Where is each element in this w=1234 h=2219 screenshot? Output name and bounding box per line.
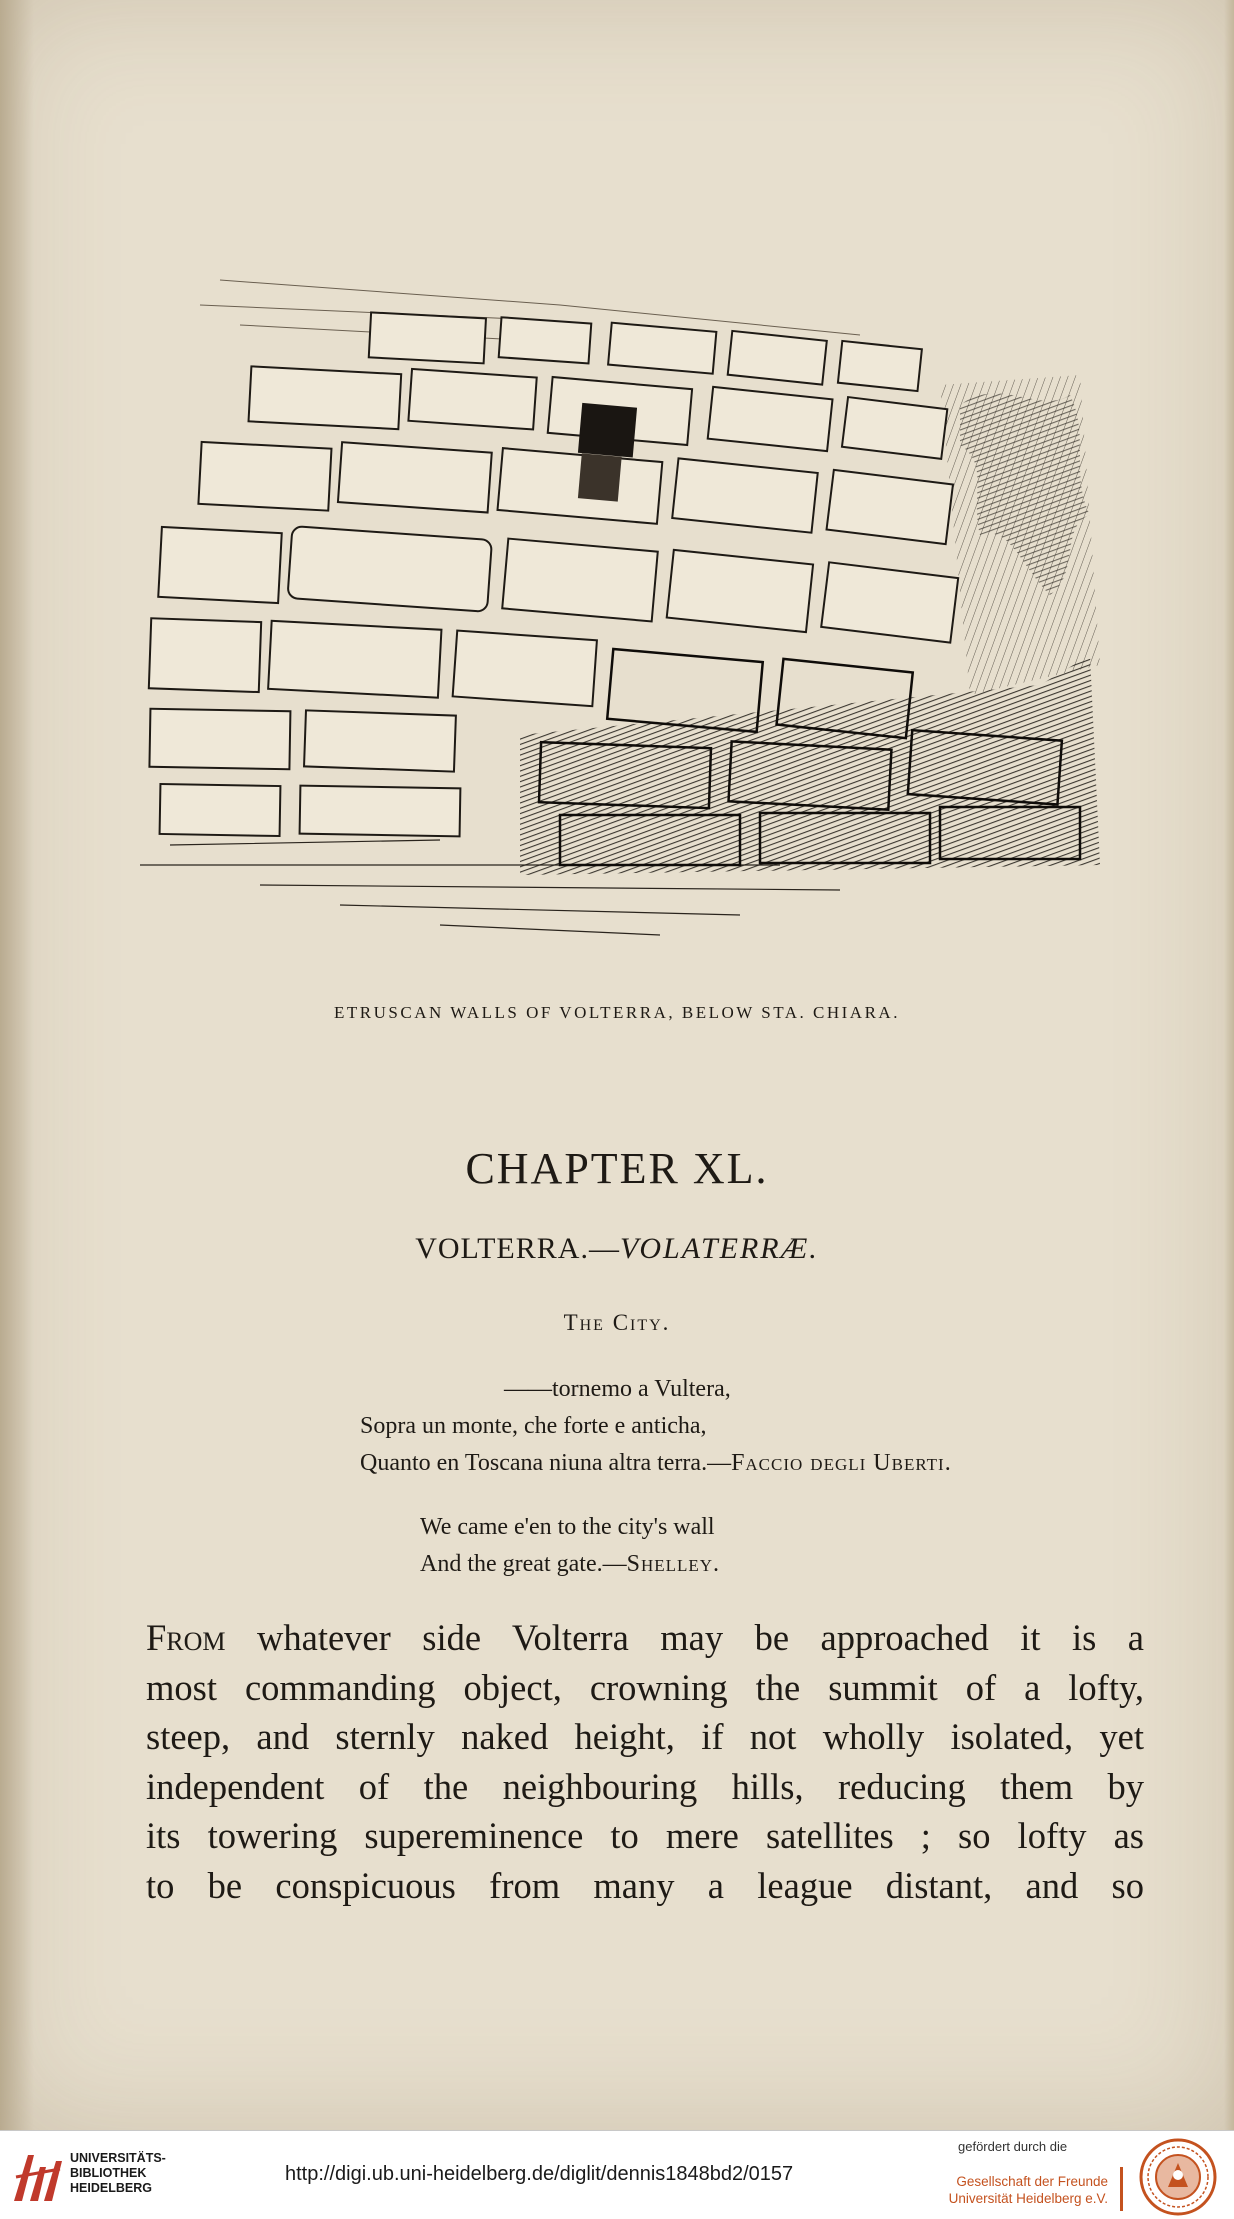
university-library-logo[interactable]	[10, 2147, 66, 2205]
verse-line	[360, 1445, 1140, 1482]
subtitle-latin: VOLATERRÆ.	[619, 1232, 819, 1265]
sponsor-divider	[1120, 2167, 1123, 2211]
figure-caption: ETRUSCAN WALLS OF VOLTERRA, BELOW STA. CHIARA.	[334, 1003, 900, 1022]
chapter-title: CHAPTER XL.	[465, 1144, 769, 1193]
sponsor-name-line: Universität Heidelberg e.V.	[948, 2191, 1108, 2206]
sponsor-intro: gefördert durch die	[958, 2139, 1068, 2154]
university-seal-icon[interactable]	[1138, 2137, 1218, 2217]
body-line: steep, and sternly naked height, if not wholly isolated, yet	[146, 1716, 1144, 1757]
chapter-subtitle	[0, 1232, 1234, 1266]
verse-text: Quanto en Toscana niuna altra terra.—	[360, 1450, 732, 1476]
opening-word: From	[146, 1617, 226, 1658]
page-edge-shadow	[1224, 0, 1234, 2130]
body-line	[146, 1613, 1144, 1663]
verse-line: Sopra un monte, che forte e anticha,	[360, 1413, 707, 1439]
body-line: independent of the neighbouring hills, reducing them by	[146, 1765, 1144, 1807]
etruscan-wall-engraving	[140, 265, 1100, 955]
library-name-line: HEIDELBERG	[70, 2181, 152, 2195]
digitization-footer	[0, 2130, 1234, 2219]
verse-attribution: Shelley.	[626, 1551, 721, 1577]
library-name-line: UNIVERSITÄTS-	[70, 2151, 166, 2165]
verse-line	[420, 1546, 920, 1583]
section-heading: The City.	[563, 1310, 671, 1335]
body-line: its towering supereminence to mere satellites ; so lofty as	[146, 1815, 1144, 1856]
verse-line: ——tornemo a Vultera,	[504, 1376, 731, 1402]
spine-shadow	[0, 0, 34, 2130]
library-name	[70, 2151, 166, 2196]
library-name-line: BIBLIOTHEK	[70, 2166, 147, 2180]
epigraph-english	[420, 1509, 920, 1583]
sponsor-name[interactable]	[949, 2173, 1108, 2207]
sponsor-name-line: Gesellschaft der Freunde	[956, 2174, 1108, 2189]
body-paragraph	[146, 1613, 1144, 1910]
body-line: to be conspicuous from many a league distant, and so	[146, 1864, 1144, 1906]
body-line: most commanding object, crowning the summit of a lofty,	[146, 1666, 1144, 1708]
verse-text: And the great gate.—	[420, 1551, 627, 1577]
subtitle-plain: VOLTERRA.—	[415, 1232, 620, 1265]
epigraph-italian	[360, 1371, 1140, 1482]
permalink-url[interactable]: http://digi.ub.uni-heidelberg.de/diglit/dennis1848bd2/0157	[285, 2163, 794, 2185]
verse-attribution: Faccio degli Uberti.	[731, 1450, 952, 1476]
verse-line: We came e'en to the city's wall	[420, 1514, 715, 1540]
body-line-text: whatever side Volterra may be approached it is a	[225, 1617, 1144, 1658]
